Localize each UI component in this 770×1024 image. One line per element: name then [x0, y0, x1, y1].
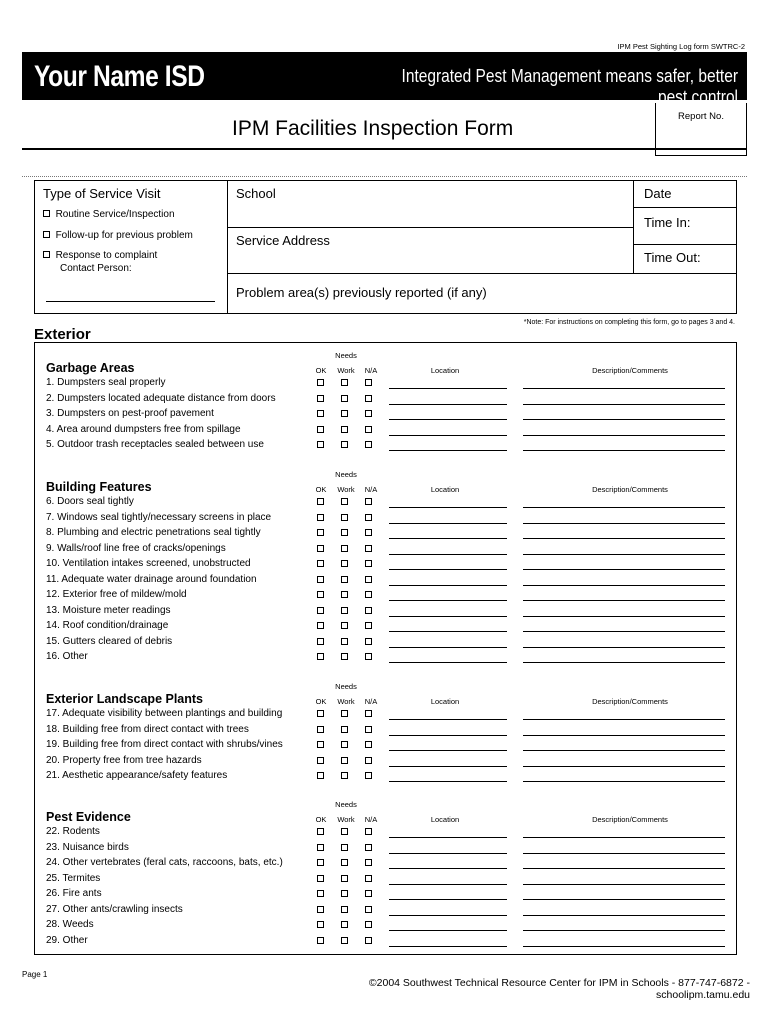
description-field[interactable] [523, 523, 725, 524]
checklist-item: 7. Windows seal tightly/necessary screens in place [46, 511, 272, 523]
na-checkbox[interactable] [365, 514, 372, 521]
na-col-label: N/A [364, 366, 378, 375]
location-col-label: Location [430, 697, 460, 706]
na-checkbox[interactable] [365, 844, 372, 851]
ok-checkbox[interactable] [317, 607, 324, 614]
description-field[interactable] [523, 719, 725, 720]
needs-work-checkbox[interactable] [341, 638, 348, 645]
info-hline-4 [227, 273, 737, 274]
location-field[interactable] [389, 853, 507, 854]
work-col-label: Work [337, 485, 355, 494]
ok-checkbox[interactable] [317, 498, 324, 505]
checklist-item: 3. Dumpsters on pest-proof pavement [46, 408, 214, 419]
ok-checkbox[interactable] [317, 591, 324, 598]
checklist-item: 27. Other ants/crawling insects [46, 903, 183, 915]
ok-col-label: OK [315, 366, 327, 375]
needs-work-checkbox[interactable] [341, 772, 348, 779]
ok-checkbox[interactable] [317, 844, 324, 851]
description-field[interactable] [523, 631, 725, 632]
location-field[interactable] [389, 662, 507, 663]
needs-work-checkbox[interactable] [341, 529, 348, 536]
na-checkbox[interactable] [365, 529, 372, 536]
checklist-item: 4. Area around dumpsters free from spillage [46, 423, 241, 435]
na-checkbox[interactable] [365, 498, 372, 505]
na-checkbox[interactable] [365, 859, 372, 866]
needs-work-checkbox[interactable] [341, 828, 348, 835]
ok-checkbox[interactable] [317, 410, 324, 417]
description-field[interactable] [523, 750, 725, 751]
checklist-item: 19. Building free from direct contact with shrubs/vines [46, 739, 283, 750]
location-field[interactable] [389, 388, 507, 389]
description-field[interactable] [523, 419, 725, 420]
location-field[interactable] [389, 538, 507, 539]
info-hline-3 [633, 244, 737, 245]
needs-work-checkbox[interactable] [341, 560, 348, 567]
checklist-item: 15. Gutters cleared of debris [46, 635, 173, 647]
ok-checkbox[interactable] [317, 875, 324, 882]
ok-col-label: OK [315, 815, 327, 824]
checklist-item: 14. Roof condition/drainage [46, 620, 169, 631]
needs-work-checkbox[interactable] [341, 591, 348, 598]
description-col-label: Description/Comments [592, 485, 668, 494]
na-checkbox[interactable] [365, 906, 372, 913]
checklist-item: 6. Doors seal tightly [46, 496, 134, 507]
location-field[interactable] [389, 946, 507, 947]
description-field[interactable] [523, 507, 725, 508]
needs-col-label: Needs [335, 682, 357, 691]
needs-work-checkbox[interactable] [341, 545, 348, 552]
checklist-item: 9. Walls/roof line free of cracks/openings [46, 542, 226, 554]
na-checkbox[interactable] [365, 560, 372, 567]
na-col-label: N/A [364, 697, 378, 706]
work-col-label: Work [337, 815, 355, 824]
work-col-label: Work [337, 366, 355, 375]
checklist-item: 22. Rodents [46, 826, 100, 837]
info-hline-2 [633, 207, 737, 208]
service-address-label: Service Address [236, 233, 330, 248]
needs-work-checkbox[interactable] [341, 607, 348, 614]
section-title-building-features: Building Features [46, 480, 152, 494]
checklist-item: 12. Exterior free of mildew/mold [46, 589, 187, 600]
description-field[interactable] [523, 946, 725, 947]
org-name: Your Name ISD [34, 60, 205, 93]
checklist-item: 2. Dumpsters located adequate distance from doors [46, 392, 276, 404]
form-code: IPM Pest Sighting Log form SWTRC-2 [617, 42, 745, 51]
location-field[interactable] [389, 837, 507, 838]
checklist-item: 1. Dumpsters seal properly [46, 377, 166, 388]
report-number-label: Report No. [678, 111, 724, 122]
location-field[interactable] [389, 884, 507, 885]
needs-work-checkbox[interactable] [341, 890, 348, 897]
needs-work-checkbox[interactable] [341, 726, 348, 733]
checklist-item: 29. Other [46, 934, 88, 946]
ok-checkbox[interactable] [317, 757, 324, 764]
checkbox[interactable] [43, 231, 50, 238]
section-title-exterior-landscape-plants: Exterior Landscape Plants [46, 692, 204, 706]
section-title-pest-evidence: Pest Evidence [46, 810, 131, 824]
checklist-item: 20. Property free from tree hazards [46, 754, 202, 766]
location-col-label: Location [430, 815, 460, 824]
needs-work-checkbox[interactable] [341, 395, 348, 402]
needs-work-checkbox[interactable] [341, 937, 348, 944]
ok-checkbox[interactable] [317, 859, 324, 866]
location-col-label: Location [430, 366, 460, 375]
checklist-item: 24. Other vertebrates (feral cats, raccoons, bats, etc.) [46, 857, 283, 868]
info-divider-2 [633, 180, 634, 273]
ok-col-label: OK [315, 697, 327, 706]
location-field[interactable] [389, 915, 507, 916]
info-hline-1 [227, 227, 633, 228]
ok-checkbox[interactable] [317, 560, 324, 567]
location-field[interactable] [389, 616, 507, 617]
ok-col-label: OK [315, 485, 327, 494]
na-checkbox[interactable] [365, 622, 372, 629]
ok-checkbox[interactable] [317, 906, 324, 913]
option-complaint[interactable]: Response to complaint [43, 250, 157, 261]
needs-work-checkbox[interactable] [341, 710, 348, 717]
location-field[interactable] [389, 419, 507, 420]
ok-checkbox[interactable] [317, 890, 324, 897]
na-checkbox[interactable] [365, 441, 372, 448]
description-field[interactable] [523, 585, 725, 586]
needs-work-checkbox[interactable] [341, 498, 348, 505]
na-checkbox[interactable] [365, 379, 372, 386]
time-out-label: Time Out: [644, 250, 701, 265]
section-title-garbage-areas: Garbage Areas [46, 361, 135, 375]
ok-checkbox[interactable] [317, 741, 324, 748]
description-field[interactable] [523, 538, 725, 539]
checklist-item: 11. Adequate water drainage around foundation [46, 573, 257, 585]
ok-checkbox[interactable] [317, 726, 324, 733]
location-field[interactable] [389, 554, 507, 555]
location-field[interactable] [389, 450, 507, 451]
location-field[interactable] [389, 868, 507, 869]
school-label: School [236, 186, 276, 201]
na-checkbox[interactable] [365, 607, 372, 614]
checklist-item: 13. Moisture meter readings [46, 604, 171, 616]
checklist-item: 16. Other [46, 651, 88, 662]
ok-checkbox[interactable] [317, 529, 324, 536]
contact-person-line[interactable] [46, 301, 215, 302]
ok-checkbox[interactable] [317, 441, 324, 448]
na-checkbox[interactable] [365, 875, 372, 882]
description-field[interactable] [523, 735, 725, 736]
info-divider-1 [227, 180, 228, 314]
na-checkbox[interactable] [365, 890, 372, 897]
description-col-label: Description/Comments [592, 366, 668, 375]
needs-col-label: Needs [335, 351, 357, 360]
na-col-label: N/A [364, 815, 378, 824]
page-number: Page 1 [22, 970, 48, 979]
description-field[interactable] [523, 853, 725, 854]
ok-checkbox[interactable] [317, 921, 324, 928]
needs-work-checkbox[interactable] [341, 741, 348, 748]
na-checkbox[interactable] [365, 426, 372, 433]
description-field[interactable] [523, 781, 725, 782]
description-field[interactable] [523, 930, 725, 931]
na-checkbox[interactable] [365, 576, 372, 583]
ok-checkbox[interactable] [317, 622, 324, 629]
checklist-item: 25. Termites [46, 872, 101, 884]
na-checkbox[interactable] [365, 726, 372, 733]
checkbox[interactable] [43, 210, 50, 217]
description-field[interactable] [523, 766, 725, 767]
needs-work-checkbox[interactable] [341, 379, 348, 386]
ok-checkbox[interactable] [317, 576, 324, 583]
needs-work-checkbox[interactable] [341, 859, 348, 866]
location-field[interactable] [389, 766, 507, 767]
location-field[interactable] [389, 600, 507, 601]
needs-col-label: Needs [335, 800, 357, 809]
visit-type-label: Type of Service Visit [43, 186, 161, 201]
description-field[interactable] [523, 616, 725, 617]
ok-checkbox[interactable] [317, 653, 324, 660]
date-label: Date [644, 186, 672, 201]
description-field[interactable] [523, 915, 725, 916]
needs-work-checkbox[interactable] [341, 653, 348, 660]
instructions-note: *Note: For instructions on completing this form, go to pages 3 and 4. [523, 319, 735, 326]
ok-checkbox[interactable] [317, 828, 324, 835]
form-title: IPM Facilities Inspection Form [232, 117, 514, 140]
needs-work-checkbox[interactable] [341, 441, 348, 448]
location-field[interactable] [389, 647, 507, 648]
ok-checkbox[interactable] [317, 379, 324, 386]
checklist-item: 18. Building free from direct contact with trees [46, 723, 249, 735]
needs-work-checkbox[interactable] [341, 906, 348, 913]
location-col-label: Location [430, 485, 460, 494]
na-checkbox[interactable] [365, 757, 372, 764]
na-checkbox[interactable] [365, 545, 372, 552]
location-field[interactable] [389, 735, 507, 736]
ok-checkbox[interactable] [317, 514, 324, 521]
problem-areas-label: Problem area(s) previously reported (if any) [236, 285, 487, 300]
na-checkbox[interactable] [365, 710, 372, 717]
ok-checkbox[interactable] [317, 395, 324, 402]
location-field[interactable] [389, 719, 507, 720]
ok-checkbox[interactable] [317, 710, 324, 717]
na-checkbox[interactable] [365, 741, 372, 748]
option-follow-up[interactable]: Follow-up for previous problem [43, 230, 193, 241]
na-checkbox[interactable] [365, 937, 372, 944]
ok-checkbox[interactable] [317, 772, 324, 779]
description-field[interactable] [523, 868, 725, 869]
location-field[interactable] [389, 507, 507, 508]
needs-work-checkbox[interactable] [341, 757, 348, 764]
description-field[interactable] [523, 662, 725, 663]
na-checkbox[interactable] [365, 772, 372, 779]
na-checkbox[interactable] [365, 638, 372, 645]
checklist-item: 10. Ventilation intakes screened, unobstructed [46, 558, 251, 569]
checklist-item: 17. Adequate visibility between plantings and building [46, 708, 283, 719]
needs-work-checkbox[interactable] [341, 410, 348, 417]
description-field[interactable] [523, 450, 725, 451]
na-col-label: N/A [364, 485, 378, 494]
ok-checkbox[interactable] [317, 937, 324, 944]
needs-work-checkbox[interactable] [341, 514, 348, 521]
description-field[interactable] [523, 569, 725, 570]
location-field[interactable] [389, 585, 507, 586]
na-checkbox[interactable] [365, 591, 372, 598]
location-field[interactable] [389, 781, 507, 782]
needs-work-checkbox[interactable] [341, 426, 348, 433]
description-field[interactable] [523, 554, 725, 555]
description-field[interactable] [523, 884, 725, 885]
needs-work-checkbox[interactable] [341, 844, 348, 851]
checklist-item: 21. Aesthetic appearance/safety features [46, 770, 228, 781]
exterior-heading: Exterior [34, 326, 91, 343]
footer-credit: ©2004 Southwest Technical Resource Center for IPM in Schools - 877-747-6872 - schoolipm.tamu.edu [368, 977, 750, 1001]
description-field[interactable] [523, 404, 725, 405]
na-checkbox[interactable] [365, 410, 372, 417]
description-field[interactable] [523, 647, 725, 648]
location-field[interactable] [389, 569, 507, 570]
ok-checkbox[interactable] [317, 638, 324, 645]
description-field[interactable] [523, 600, 725, 601]
location-field[interactable] [389, 404, 507, 405]
checklist-item: 8. Plumbing and electric penetrations seal tightly [46, 527, 261, 538]
description-col-label: Description/Comments [592, 697, 668, 706]
description-field[interactable] [523, 435, 725, 436]
checklist-item: 28. Weeds [46, 919, 94, 930]
location-field[interactable] [389, 631, 507, 632]
na-checkbox[interactable] [365, 653, 372, 660]
location-field[interactable] [389, 899, 507, 900]
work-col-label: Work [337, 697, 355, 706]
contact-person-label: Contact Person: [60, 263, 132, 274]
description-col-label: Description/Comments [592, 815, 668, 824]
needs-work-checkbox[interactable] [341, 921, 348, 928]
option-routine[interactable]: Routine Service/Inspection [43, 209, 175, 220]
tagline: Integrated Pest Management means safer, better pest control [401, 66, 738, 107]
title-divider [22, 148, 747, 150]
needs-work-checkbox[interactable] [341, 576, 348, 583]
checklist-item: 5. Outdoor trash receptacles sealed between use [46, 439, 264, 450]
description-field[interactable] [523, 388, 725, 389]
needs-work-checkbox[interactable] [341, 875, 348, 882]
na-checkbox[interactable] [365, 828, 372, 835]
needs-col-label: Needs [335, 470, 357, 479]
location-field[interactable] [389, 435, 507, 436]
location-field[interactable] [389, 523, 507, 524]
na-checkbox[interactable] [365, 395, 372, 402]
location-field[interactable] [389, 930, 507, 931]
needs-work-checkbox[interactable] [341, 622, 348, 629]
ok-checkbox[interactable] [317, 545, 324, 552]
ok-checkbox[interactable] [317, 426, 324, 433]
checklist-item: 26. Fire ants [46, 888, 102, 899]
description-field[interactable] [523, 837, 725, 838]
checkbox[interactable] [43, 251, 50, 258]
na-checkbox[interactable] [365, 921, 372, 928]
dotted-divider [22, 176, 747, 177]
description-field[interactable] [523, 899, 725, 900]
checklist-item: 23. Nuisance birds [46, 841, 129, 853]
time-in-label: Time In: [644, 215, 691, 230]
location-field[interactable] [389, 750, 507, 751]
